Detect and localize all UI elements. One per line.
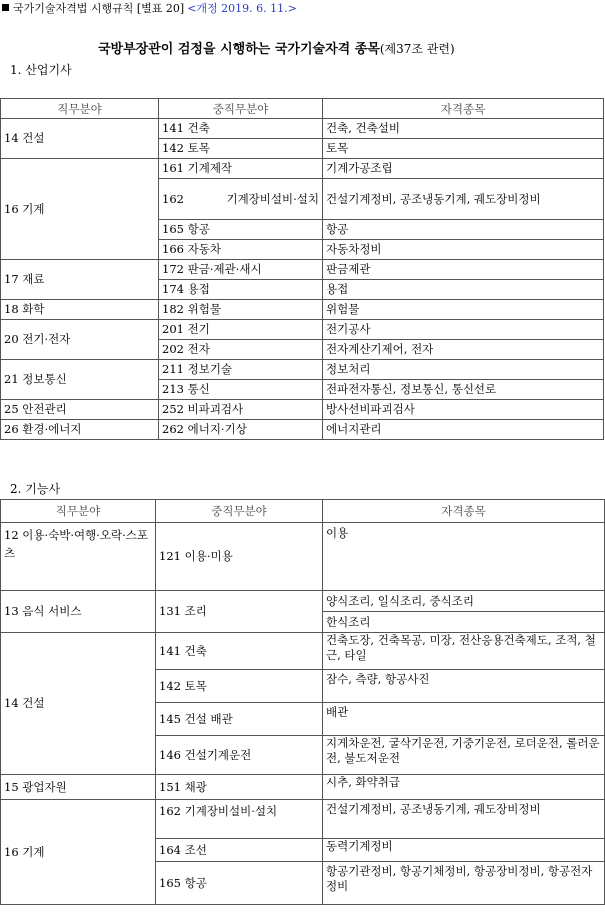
table-row	[1, 800, 605, 839]
subfield-cell: 165 항공	[159, 220, 323, 240]
document-header	[2, 0, 297, 16]
subfield-cell: 201 전기	[159, 320, 323, 340]
section-heading-industrial-engineer: 1. 산업기사	[10, 63, 72, 77]
subfield-cell: 172 판금·제관·새시	[159, 260, 323, 280]
table-row	[1, 300, 604, 320]
table-row	[1, 523, 605, 591]
subfield-cell: 162 기계장비설비·설치	[156, 800, 323, 839]
column-header: 자격종목	[323, 99, 604, 119]
subfield-cell	[159, 179, 323, 220]
table-row	[1, 420, 604, 440]
qualification-cell: 용접	[323, 280, 604, 300]
table-header-row	[1, 99, 604, 119]
field-cell: 12 이용·숙박·여행·오락·스포츠	[1, 523, 156, 591]
qualification-cell: 동력기계정비	[323, 839, 605, 862]
table-header-row	[1, 500, 605, 523]
qualification-cell: 항공	[323, 220, 604, 240]
subfield-cell: 146 건설기계운전	[156, 736, 323, 775]
subfield-cell: 174 용접	[159, 280, 323, 300]
field-cell: 26 환경·에너지	[1, 420, 159, 440]
subfield-cell: 142 토목	[159, 139, 323, 159]
field-cell: 14 건설	[1, 119, 159, 159]
qualification-cell: 전기공사	[323, 320, 604, 340]
craftsman-table	[0, 499, 605, 905]
subfield-cell: 141 건축	[156, 633, 323, 670]
subfield-cell: 262 에너지·기상	[159, 420, 323, 440]
table-row	[1, 633, 605, 670]
field-cell: 21 정보통신	[1, 360, 159, 400]
field-cell: 16 기계	[1, 800, 156, 905]
field-cell: 20 전기·전자	[1, 320, 159, 360]
qualification-cell: 양식조리, 일식조리, 중식조리	[323, 591, 605, 612]
column-header: 직무분야	[1, 500, 156, 523]
qualification-cell: 항공기관정비, 항공기체정비, 항공장비정비, 항공전자정비	[323, 862, 605, 905]
table-row	[1, 260, 604, 280]
table-row	[1, 119, 604, 139]
field-cell: 13 음식 서비스	[1, 591, 156, 633]
qualification-cell: 배관	[323, 703, 605, 736]
qualification-cell: 건축, 건축설비	[323, 119, 604, 139]
subfield-cell: 211 정보기술	[159, 360, 323, 380]
industrial-engineer-table	[0, 98, 604, 440]
law-reference: 국가기술자격법 시행규칙 [별표 20]	[13, 2, 185, 15]
qualification-cell: 한식조리	[323, 612, 605, 633]
subfield-cell: 121 이용·미용	[156, 523, 323, 591]
page-title	[98, 38, 455, 57]
subfield-cell: 182 위험물	[159, 300, 323, 320]
field-cell: 25 안전관리	[1, 400, 159, 420]
qualification-cell: 기계가공조립	[323, 159, 604, 179]
section-heading-craftsman: 2. 기능사	[10, 482, 61, 496]
subfield-cell: 252 비파괴검사	[159, 400, 323, 420]
title-article: (제37조 관련)	[379, 42, 455, 56]
subfield-cell: 165 항공	[156, 862, 323, 905]
field-cell: 14 건설	[1, 633, 156, 775]
column-header: 직무분야	[1, 99, 159, 119]
amendment-date: <개정 2019. 6. 11.>	[187, 2, 297, 15]
table-row	[1, 159, 604, 179]
table-row	[1, 360, 604, 380]
field-cell: 18 화학	[1, 300, 159, 320]
qualification-cell: 토목	[323, 139, 604, 159]
qualification-cell: 전파전자통신, 정보통신, 통신선로	[323, 380, 604, 400]
field-cell: 17 재료	[1, 260, 159, 300]
subfield-cell: 164 조선	[156, 839, 323, 862]
qualification-cell: 건축도장, 건축목공, 미장, 전산응용건축제도, 조적, 철근, 타일	[323, 633, 605, 670]
title-main: 국방부장관이 검정을 시행하는 국가기술자격 종목	[98, 42, 380, 57]
field-cell: 16 기계	[1, 159, 159, 260]
subfield-cell: 141 건축	[159, 119, 323, 139]
table-row	[1, 775, 605, 800]
subfield-cell: 202 전자	[159, 340, 323, 360]
qualification-cell: 잠수, 측량, 항공사진	[323, 670, 605, 703]
qualification-cell: 위험물	[323, 300, 604, 320]
table-row	[1, 400, 604, 420]
table-row	[1, 320, 604, 340]
qualification-cell: 자동차정비	[323, 240, 604, 260]
column-header: 자격종목	[323, 500, 605, 523]
qualification-cell: 건설기계정비, 공조냉동기계, 궤도장비정비	[323, 800, 605, 839]
subfield-cell: 151 채광	[156, 775, 323, 800]
column-header: 중직무분야	[159, 99, 323, 119]
qualification-cell: 전자계산기제어, 전자	[323, 340, 604, 360]
qualification-cell: 방사선비파괴검사	[323, 400, 604, 420]
table-row	[1, 591, 605, 612]
subfield-cell: 131 조리	[156, 591, 323, 633]
subfield-cell: 166 자동차	[159, 240, 323, 260]
qualification-cell: 지게차운전, 굴삭기운전, 기중기운전, 로더운전, 롤러운전, 불도저운전	[323, 736, 605, 775]
square-bullet-icon	[2, 4, 9, 11]
qualification-cell: 이용	[323, 523, 605, 591]
qualification-cell: 시추, 화약취급	[323, 775, 605, 800]
field-cell: 15 광업자원	[1, 775, 156, 800]
subfield-text: 162 기계장비설비·설치	[162, 192, 319, 206]
subfield-cell: 213 통신	[159, 380, 323, 400]
qualification-cell: 건설기계정비, 공조냉동기계, 궤도장비정비	[323, 179, 604, 220]
qualification-cell: 에너지관리	[323, 420, 604, 440]
subfield-cell: 142 토목	[156, 670, 323, 703]
qualification-cell: 정보처리	[323, 360, 604, 380]
subfield-cell: 145 건설 배관	[156, 703, 323, 736]
subfield-cell: 161 기계제작	[159, 159, 323, 179]
qualification-cell: 판금제관	[323, 260, 604, 280]
column-header: 중직무분야	[156, 500, 323, 523]
